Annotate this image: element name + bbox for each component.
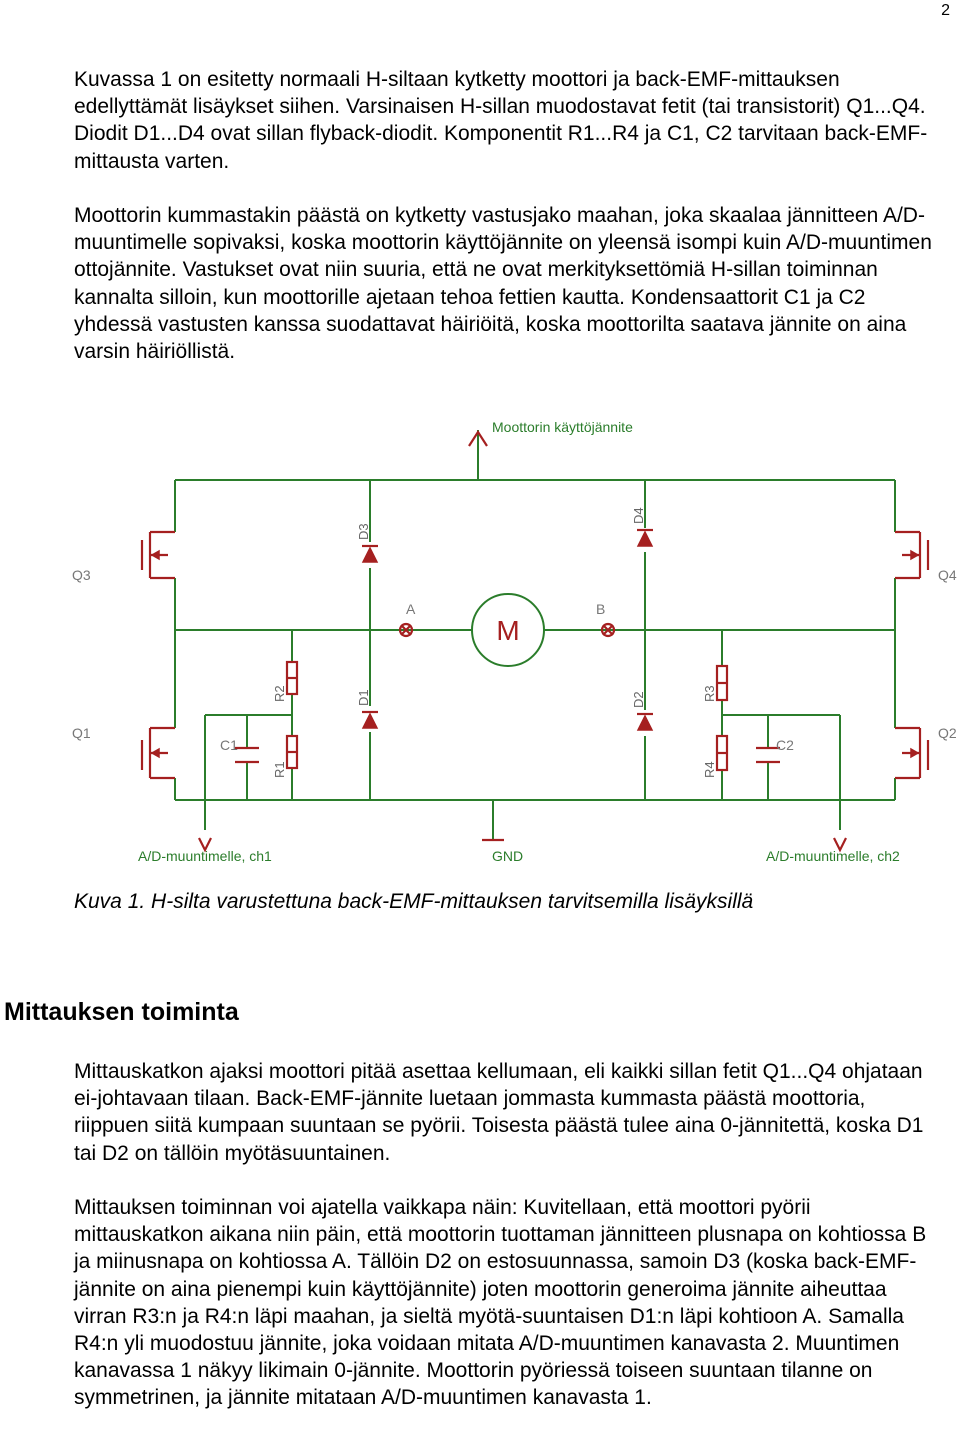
supply-arrow [469, 430, 487, 480]
q2-label: Q2 [938, 725, 957, 741]
diode-d1 [362, 712, 378, 728]
diode-d4 [637, 530, 653, 546]
transistor-q1 [142, 728, 175, 778]
diode-d3 [362, 546, 378, 562]
gnd-label: GND [492, 848, 524, 864]
wires [175, 480, 895, 840]
q3-label: Q3 [72, 567, 91, 583]
capacitor-c1 [235, 748, 259, 762]
node-b-label: B [596, 601, 606, 617]
r4-label: R4 [702, 761, 717, 778]
resistor-r2 [287, 662, 297, 694]
r3-label: R3 [702, 685, 717, 702]
diode-d2 [637, 714, 653, 730]
figure-caption: Kuva 1. H-silta varustettuna back-EMF-mittauksen tarvitsemilla lisäyksillä [74, 890, 754, 913]
transistor-q4 [895, 532, 928, 578]
resistor-r1 [287, 736, 297, 768]
r1-label: R1 [272, 761, 287, 778]
motor-label: M [496, 615, 520, 646]
h-bridge-schematic [60, 410, 960, 880]
resistor-r3 [717, 666, 727, 700]
d3-label: D3 [356, 523, 371, 540]
paragraph-measurement-break: Mittauskatkon ajaksi moottori pitää asettaa kellumaan, eli kaikki sillan fetit Q1...Q4 ohjataan ei-johtavaan tilaan. Back-EMF-jännite luetaan jommasta kummasta päästä moottoria, riippuen siitä kumpaan suuntaan se pyörii. Toisesta päästä tulee aina 0-jännitettä, koska D1 tai D2 on tällöin myötäsuuntainen. [74, 1060, 924, 1165]
c1-label: C1 [220, 737, 238, 753]
transistor-q2 [895, 728, 928, 778]
r2-label: R2 [272, 685, 287, 702]
d2-label: D2 [631, 691, 646, 708]
transistor-q3 [142, 532, 175, 578]
section-heading: Mittauksen toiminta [4, 998, 239, 1026]
d1-label: D1 [356, 689, 371, 706]
paragraph-measurement-example: Mittauksen toiminnan voi ajatella vaikkapa näin: Kuvitellaan, että moottori pyörii mittauskatkon aikana niin päin, että moottorin tuottaman jännitteen plusnapa on kohtiossa B ja miinusnapa on kohtiossa A. Tällöin D2 on estosuunnassa, samoin D3 (koska back-EMF-jännite on aina pienempi kuin käyttöjännite) joten moottorin generoima jännite aiheuttaa virran R3:n ja R4:n läpi maahan, ja sieltä myötä-suuntaisen D1:n läpi kohtioon A. Samalla R4:n yli muodostuu jännite, joka voidaan mitata A/D-muuntimen kanavasta 2. Muuntimen kanavassa 1 näkyy likimain 0-jännite. Moottorin pyöriessä toiseen suuntaan tilanne on symmetrinen, ja jännite mitataan A/D-muuntimen kanavasta 1. [74, 1196, 927, 1410]
c2-label: C2 [776, 737, 794, 753]
node-a-label: A [406, 601, 416, 617]
paragraph-intro: Kuvassa 1 on esitetty normaali H-siltaan kytketty moottori ja back-EMF-mittauksen edellyttämät lisäykset siihen. Varsinaisen H-sillan muodostavat fetit (tai transistorit) Q1...Q4. Diodit D1...D4 ovat sillan flyback-diodit. Komponentit R1...R4 ja C1, C2 tarvitaan back-EMF-mittausta varten. [74, 68, 928, 173]
q4-label: Q4 [938, 567, 957, 583]
resistor-r4 [717, 736, 727, 770]
page-number: 2 [941, 2, 950, 19]
supply-label: Moottorin käyttöjännite [492, 419, 633, 435]
adc-ch2-label: A/D-muuntimelle, ch2 [766, 848, 900, 864]
adc-ch1-label: A/D-muuntimelle, ch1 [138, 848, 272, 864]
q1-label: Q1 [72, 725, 91, 741]
d4-label: D4 [631, 507, 646, 524]
paragraph-voltage-divider: Moottorin kummastakin päästä on kytketty vastusjako maahan, joka skaalaa jännitteen A/D-muuntimelle sopivaksi, koska moottorin käyttöjännite on yleensä isompi kuin A/D-muuntimen ottojännite. Vastukset ovat niin suuria, että ne ovat merkityksettömiä H-sillan toiminnan kannalta silloin, kun moottorille ajetaan tehoa fettien kautta. Kondensaattorit C1 ja C2 yhdessä vastusten kanssa suodattavat häiriöitä, koska moottorilta saatava jännite on aina varsin häiriöllistä. [74, 204, 932, 364]
